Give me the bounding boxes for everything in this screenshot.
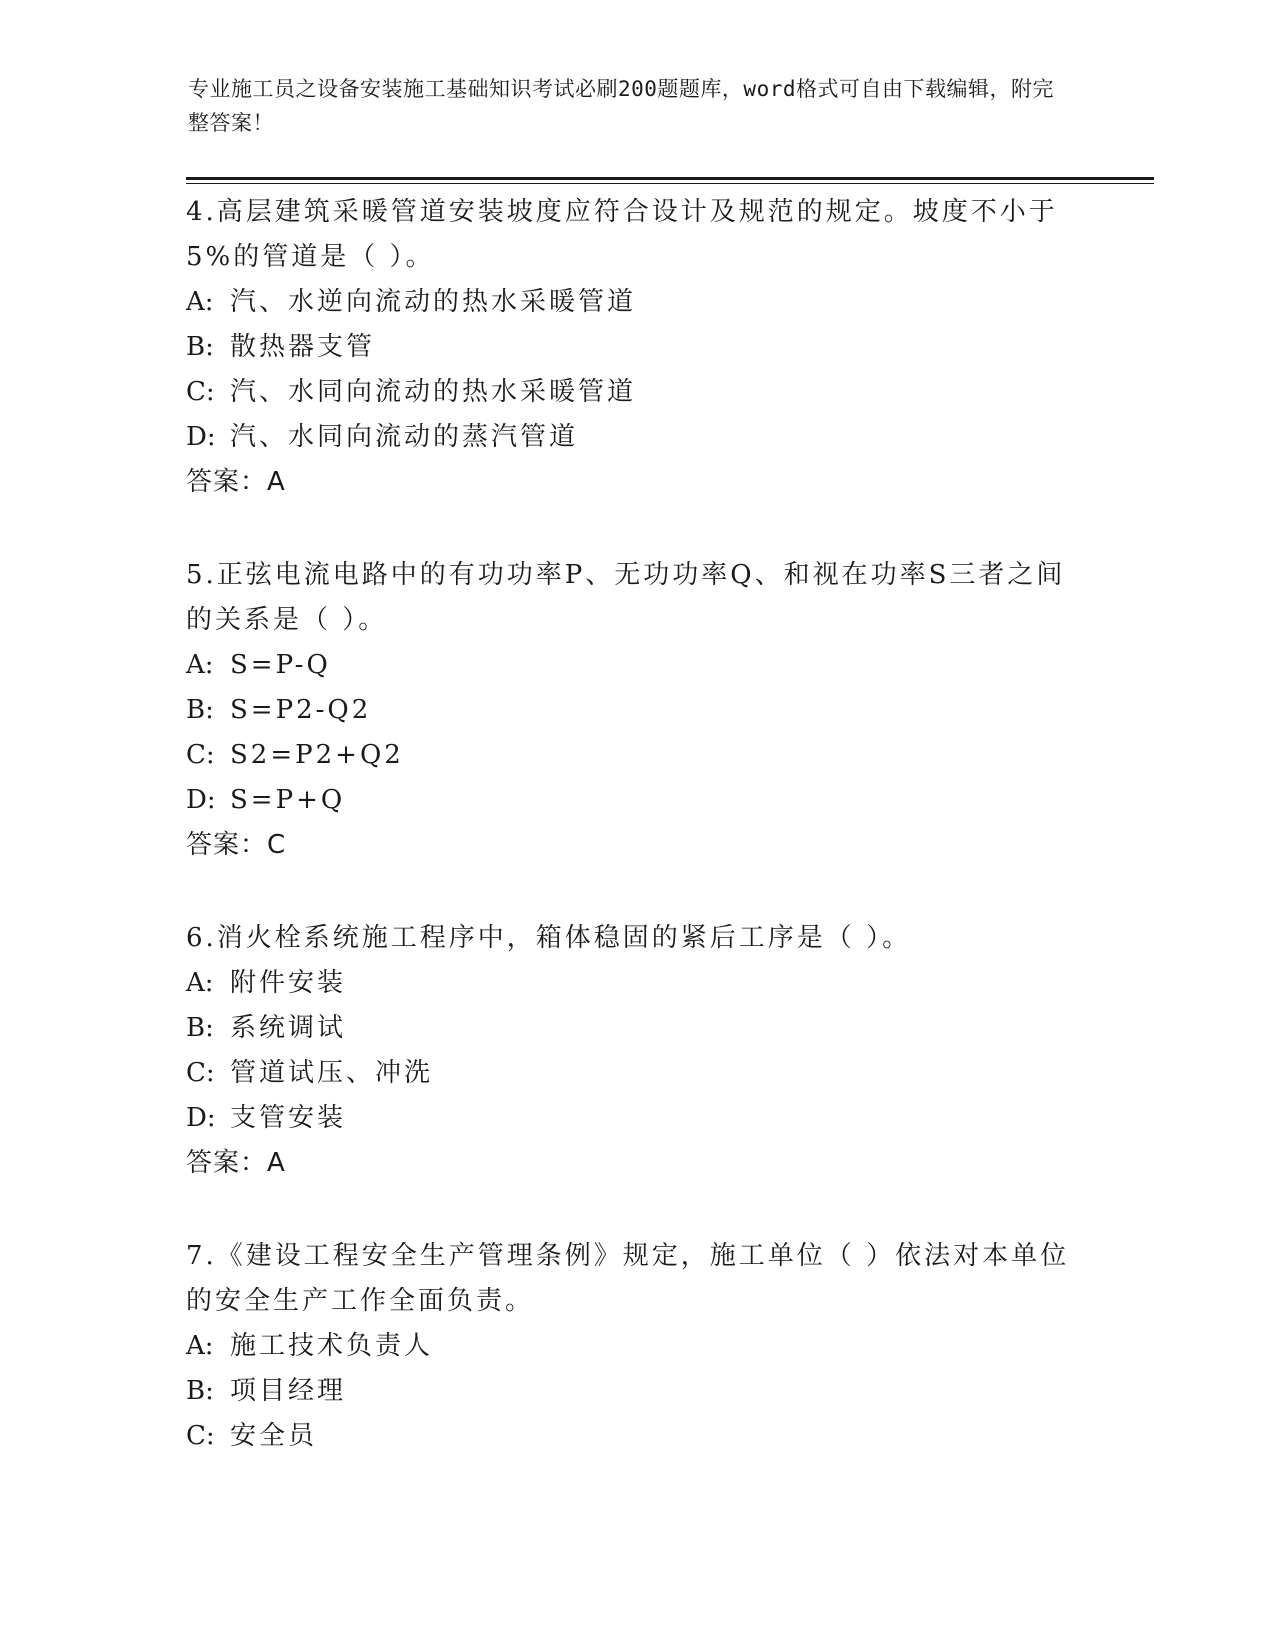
option-text: 管道试压、冲洗 — [230, 1058, 434, 1088]
option-letter: B: — [186, 332, 214, 362]
option-text: 汽、水同向流动的蒸汽管道 — [230, 422, 579, 452]
option-d — [186, 415, 1086, 460]
option-letter: C: — [186, 377, 215, 407]
question-7 — [186, 1234, 1086, 1459]
option-c — [186, 1414, 1086, 1459]
option-text: 汽、水逆向流动的热水采暖管道 — [230, 287, 637, 317]
question-4 — [186, 190, 1086, 505]
question-text: 4.高层建筑采暖管道安装坡度应符合设计及规范的规定。坡度不小于5%的管道是（ ）。 — [186, 197, 1058, 272]
question-6 — [186, 916, 1086, 1186]
header-divider-thin — [186, 183, 1154, 184]
option-text: S=P+Q — [230, 785, 346, 815]
option-a — [186, 961, 1086, 1006]
option-letter: D: — [186, 785, 216, 815]
question-list — [186, 190, 1086, 1507]
option-d — [186, 1096, 1086, 1141]
option-letter: B: — [186, 695, 214, 725]
option-text: 散热器支管 — [230, 332, 376, 362]
option-c — [186, 1051, 1086, 1096]
option-c — [186, 370, 1086, 415]
answer-line: 答案：C — [186, 830, 287, 860]
option-letter: D: — [186, 422, 216, 452]
option-letter: D: — [186, 1103, 216, 1133]
option-text: 项目经理 — [230, 1376, 347, 1406]
option-c — [186, 733, 1086, 778]
option-b — [186, 1006, 1086, 1051]
option-b — [186, 1369, 1086, 1414]
question-text: 6.消火栓系统施工程序中，箱体稳固的紧后工序是（ ）。 — [186, 923, 912, 953]
option-text: 安全员 — [230, 1421, 318, 1451]
option-text: 施工技术负责人 — [230, 1331, 434, 1361]
option-a — [186, 1324, 1086, 1369]
option-d — [186, 778, 1086, 823]
document-header: 专业施工员之设备安装施工基础知识考试必刷200题题库，word格式可自由下载编辑，附完整答案！ — [188, 77, 1054, 135]
question-5 — [186, 553, 1086, 868]
option-letter: B: — [186, 1013, 214, 1043]
option-letter: B: — [186, 1376, 214, 1406]
option-text: S=P-Q — [230, 650, 331, 680]
option-text: 附件安装 — [230, 968, 347, 998]
option-a — [186, 280, 1086, 325]
option-letter: A: — [186, 650, 214, 680]
option-text: 系统调试 — [230, 1013, 347, 1043]
answer-line: 答案：A — [186, 467, 286, 497]
option-a — [186, 643, 1086, 688]
option-b — [186, 325, 1086, 370]
option-letter: A: — [186, 287, 214, 317]
option-b — [186, 688, 1086, 733]
option-letter: A: — [186, 1331, 214, 1361]
question-text: 7.《建设工程安全生产管理条例》规定，施工单位（ ）依法对本单位的安全生产工作全面负责。 — [186, 1241, 1070, 1316]
option-letter: C: — [186, 1058, 215, 1088]
option-text: S=P2-Q2 — [230, 695, 372, 725]
question-text: 5.正弦电流电路中的有功功率P、无功功率Q、和视在功率S三者之间的关系是（ ）。 — [186, 560, 1066, 635]
option-letter: C: — [186, 740, 215, 770]
option-letter: C: — [186, 1421, 215, 1451]
option-text: S2=P2+Q2 — [230, 740, 404, 770]
option-letter: A: — [186, 968, 214, 998]
header-divider-thick — [186, 177, 1154, 180]
option-text: 汽、水同向流动的热水采暖管道 — [230, 377, 637, 407]
option-text: 支管安装 — [230, 1103, 347, 1133]
answer-line: 答案：A — [186, 1148, 286, 1178]
